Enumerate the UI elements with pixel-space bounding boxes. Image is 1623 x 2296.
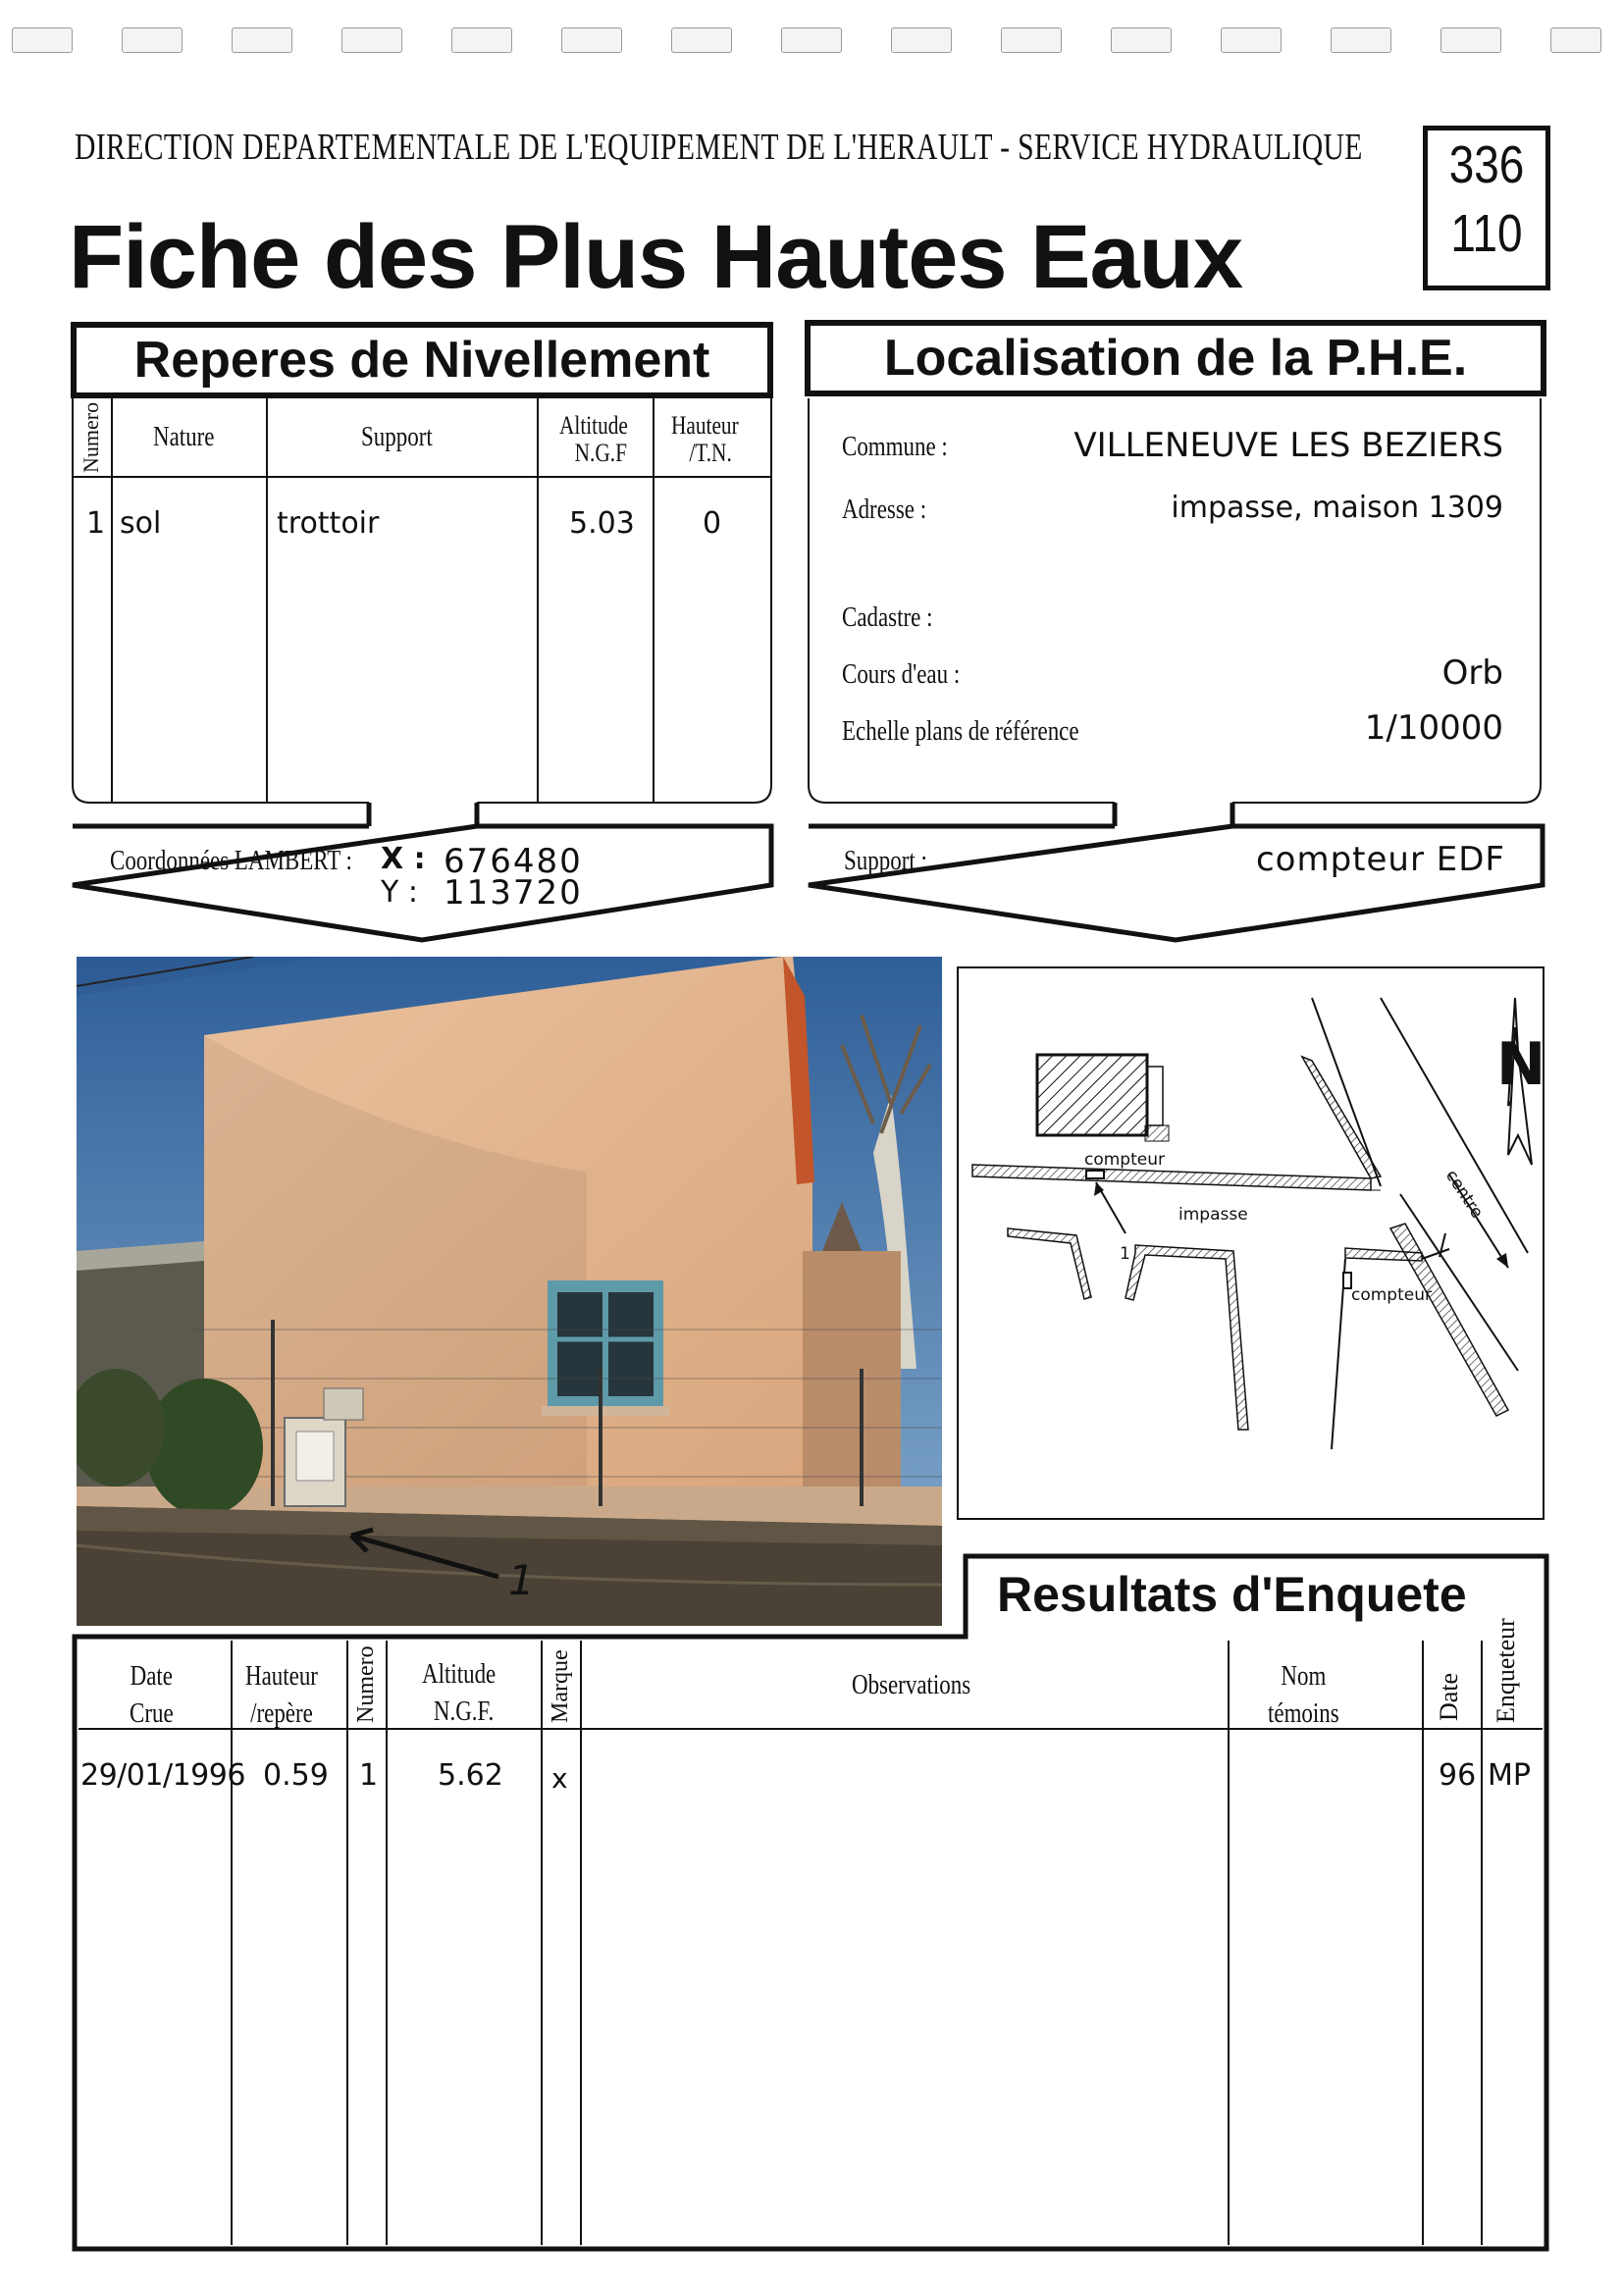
res-col-observations: Observations [852, 1670, 971, 1700]
reperes-col-altitude-line1: Altitude [559, 411, 628, 440]
res-row-numero: 1 [359, 1758, 379, 1793]
res-col-date-crue-line2: Crue [130, 1698, 174, 1729]
reperes-col-hauteur [671, 412, 739, 467]
res-col-hauteur [245, 1658, 318, 1733]
plan-label-compteur-2: compteur [1351, 1285, 1432, 1305]
support-label: Support : [844, 846, 927, 876]
reperes-frame-left [73, 398, 369, 803]
res-row-date-crue: 29/01/1996 [80, 1758, 245, 1793]
res-col-date-crue-line1: Date [130, 1661, 173, 1692]
reperes-col-support: Support [361, 422, 433, 452]
res-col-date-crue [130, 1658, 174, 1733]
res-col-altitude-line2: N.G.F. [433, 1696, 495, 1727]
reperes-col-hauteur-line2: /T.N. [689, 439, 732, 467]
plan-building [1037, 1055, 1147, 1135]
reperes-col-numero: Numero [79, 401, 103, 473]
site-photo [77, 957, 942, 1626]
coordinates-label: Coordonnées LAMBERT : [110, 846, 352, 876]
plan-label-centre: centre [1440, 1166, 1488, 1223]
plan-parcel-wall [1008, 1228, 1091, 1299]
reperes-row-support: trottoir [277, 506, 380, 541]
res-col-numero: Numero [353, 1645, 379, 1723]
coord-x-label: X : [381, 842, 426, 876]
plan-label-impasse: impasse [1178, 1205, 1248, 1225]
photo-annotation-number: 1 [508, 1556, 535, 1604]
adresse-value: impasse, maison 1309 [1171, 491, 1503, 525]
plan-label-compteur: compteur [1084, 1150, 1165, 1170]
coord-y-label: Y : [381, 875, 418, 910]
cours-deau-label: Cours d'eau : [842, 659, 961, 690]
commune-value: VILLENEUVE LES BEZIERS [1073, 426, 1503, 465]
reperes-col-hauteur-line1: Hauteur [671, 411, 739, 440]
reperes-row-nature: sol [120, 506, 162, 541]
location-plan [957, 966, 1544, 1520]
coord-y-value: 113720 [444, 873, 583, 913]
reperes-section-title: Reperes de Nivellement [71, 322, 773, 398]
res-col-hauteur-line2: /repère [250, 1698, 313, 1729]
plan-north-label: N [1496, 1030, 1543, 1099]
res-col-enqueteur: Enqueteur [1492, 1618, 1520, 1723]
commune-label: Commune : [842, 432, 948, 462]
res-col-marque: Marque [548, 1649, 573, 1723]
photo-bush [145, 1379, 263, 1516]
res-col-nom-line1: Nom [1281, 1661, 1327, 1692]
res-row-marque: x [551, 1762, 568, 1795]
res-row-hauteur: 0.59 [263, 1758, 329, 1793]
page-title: Fiche des Plus Hautes Eaux [69, 207, 1243, 307]
plan-meter-marker [1343, 1273, 1351, 1288]
location-plan-drawing [959, 968, 1543, 1518]
echelle-label: Echelle plans de référence [842, 716, 1079, 747]
res-col-nom-temoins [1268, 1658, 1339, 1733]
echelle-value: 1/10000 [1364, 708, 1503, 748]
res-row-enqueteur: MP [1488, 1758, 1531, 1793]
resultats-section-title: Resultats d'Enquete [997, 1567, 1467, 1622]
plan-parcel-wall [1126, 1245, 1248, 1430]
res-col-hauteur-line1: Hauteur [245, 1661, 318, 1692]
res-col-altitude-line1: Altitude [422, 1659, 497, 1690]
adresse-label: Adresse : [842, 495, 927, 525]
res-row-altitude: 5.62 [438, 1758, 503, 1793]
cadastre-label: Cadastre : [842, 602, 933, 633]
reperes-col-altitude [559, 412, 628, 467]
plan-impasse-wall [972, 1165, 1371, 1190]
plan-meter-marker [1086, 1171, 1104, 1178]
res-col-nom-line2: témoins [1268, 1698, 1339, 1729]
reference-number-bottom: 110 [1450, 204, 1523, 263]
coord-x-value: 676480 [444, 842, 583, 881]
res-col-date: Date [1435, 1672, 1463, 1721]
cours-deau-value: Orb [1441, 653, 1503, 693]
reference-number-top: 336 [1448, 135, 1525, 194]
site-photo-drawing [77, 957, 942, 1626]
plan-label-one: 1 [1120, 1244, 1130, 1264]
reperes-row-altitude: 5.03 [569, 506, 635, 541]
res-row-date: 96 [1439, 1758, 1477, 1793]
reperes-col-altitude-line2: N.G.F [574, 439, 627, 467]
reperes-row-hauteur: 0 [703, 506, 722, 541]
reperes-row-numero: 1 [86, 506, 106, 541]
localisation-section-title: Localisation de la P.H.E. [805, 320, 1546, 396]
support-value: compteur EDF [1255, 840, 1505, 879]
department-header: DIRECTION DEPARTEMENTALE DE L'EQUIPEMENT DE L'HERAULT - SERVICE HYDRAULIQUE [75, 127, 1363, 168]
reperes-col-nature: Nature [153, 422, 215, 452]
res-col-altitude [422, 1656, 496, 1731]
